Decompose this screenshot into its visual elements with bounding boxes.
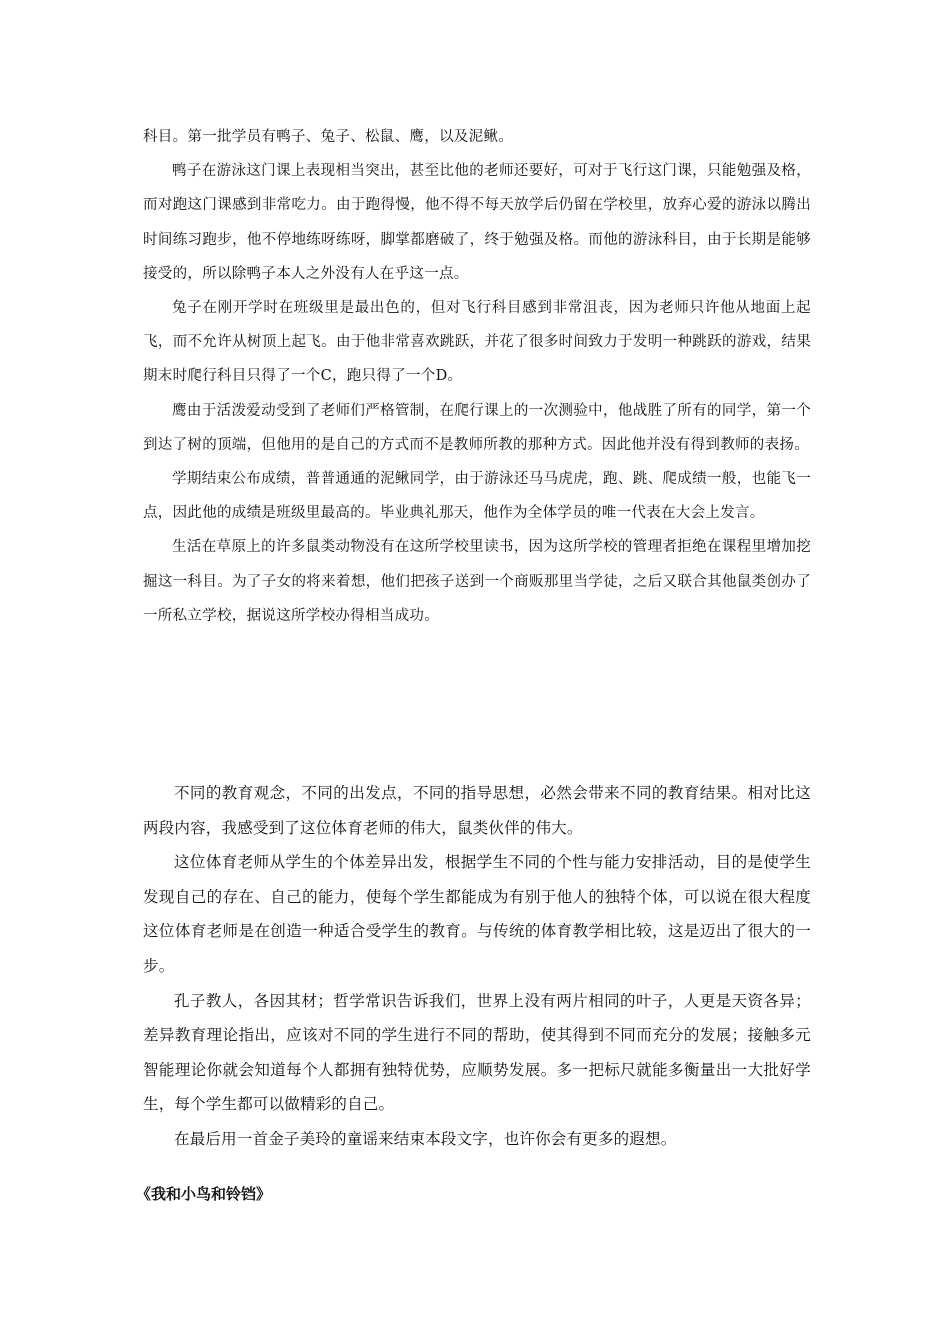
story-section	[143, 120, 811, 633]
commentary-paragraph: 孔子教人，各因其材；哲学常识告诉我们，世界上没有两片相同的叶子，人更是天资各异；差异教育理论指出，应该对不同的学生进行不同的帮助，使其得到不同而充分的发展；接触多元智能理论你就会知道每个人都拥有独特优势，应顺势发展。多一把标尺就能多衡量出一大批好学生，每个学生都可以做精彩的自己。	[143, 991, 811, 1114]
commentary-paragraph: 在最后用一首金子美玲的童谣来结束本段文字，也许你会有更多的遐想。	[174, 1129, 677, 1148]
poem-title: 《我和小鸟和铃铛》	[136, 1185, 272, 1203]
story-paragraph: 鸭子在游泳这门课上表现相当突出，甚至比他的老师还要好，可对于飞行这门课，只能勉强及格，而对跑这门课感到非常吃力。由于跑得慢，他不得不每天放学后仍留在学校里，放弃心爱的游泳以腾出时间练习跑步，他不停地练呀练呀，脚掌都磨破了，终于勉强及格。而他的游泳科目，由于长期是能够接受的，所以除鸭子本人之外没有人在乎这一点。	[143, 163, 811, 282]
story-paragraph: 生活在草原上的许多鼠类动物没有在这所学校里读书，因为这所学校的管理者拒绝在课程里增加挖掘这一科目。为了子女的将来着想，他们把孩子送到一个商贩那里当学徒，之后又联合其他鼠类创办了一所私立学校，据说这所学校办得相当成功。	[143, 539, 811, 624]
commentary-section	[143, 776, 811, 1157]
story-paragraph: 科目。第一批学员有鸭子、兔子、松鼠、鹰，以及泥鳅。	[143, 129, 513, 145]
story-paragraph: 学期结束公布成绩，普普通通的泥鳅同学，由于游泳还马马虎虎，跑、跳、爬成绩一般，也能飞一点，因此他的成绩是班级里最高的。毕业典礼那天，他作为全体学员的唯一代表在大会上发言。	[143, 471, 811, 522]
story-paragraph: 兔子在刚开学时在班级里是最出色的，但对飞行科目感到非常沮丧，因为老师只许他从地面上起飞，而不允许从树顶上起飞。由于他非常喜欢跳跃，并花了很多时间致力于发明一种跳跃的游戏，结果期末时爬行科目只得了一个C，跑只得了一个D。	[143, 300, 811, 385]
commentary-paragraph: 不同的教育观念，不同的出发点，不同的指导思想，必然会带来不同的教育结果。相对比这两段内容，我感受到了这位体育老师的伟大，鼠类伙伴的伟大。	[143, 784, 811, 837]
story-paragraph: 鹰由于活泼爱动受到了老师们严格管制，在爬行课上的一次测验中，他战胜了所有的同学，第一个到达了树的顶端，但他用的是自己的方式而不是教师所教的那种方式。因此他并没有得到教师的表扬。	[143, 402, 811, 453]
commentary-paragraph: 这位体育老师从学生的个体差异出发，根据学生不同的个性与能力安排活动，目的是使学生发现自己的存在、自己的能力，使每个学生都能成为有别于他人的独特个体，可以说在很大程度这位体育老师是在创造一种适合受学生的教育。与传统的体育教学相比较，这是迈出了很大的一步。	[143, 853, 811, 975]
